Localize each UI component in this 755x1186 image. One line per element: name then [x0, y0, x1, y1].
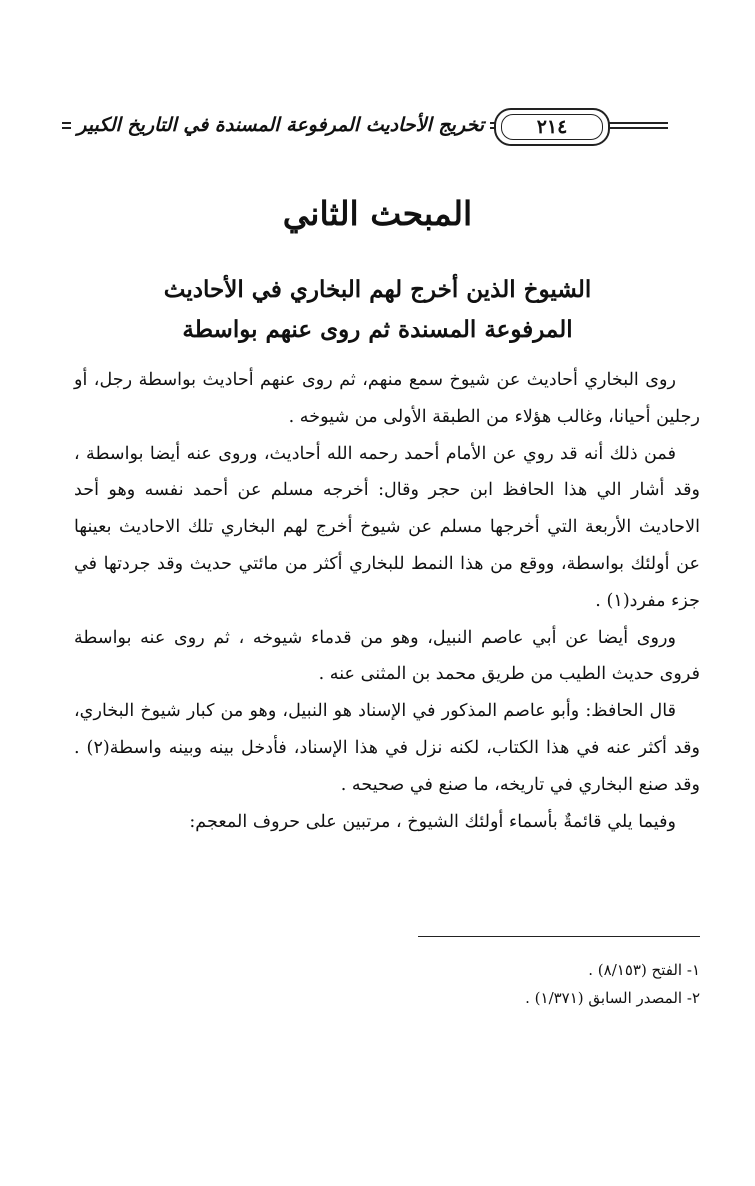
- paragraph: فمن ذلك أنه قد روي عن الأمام أحمد رحمه الله أحاديث، وروى عنه أيضا بواسطة ، وقد أشار الي هذا الحافظ ابن حجر وقال: أخرجه مسلم عن أحمد نفسه وهو أحد الاحاديث الأربعة التي أخرجها مسلم عن شيوخ أخرج لهم البخاري تلك الاحاديث بعينها عن أولئك بواسطة، ووقع من هذا النمط للبخاري أكثر من مائتي حديث وقد جردتها في جزء مفرد(١) .: [74, 443, 700, 611]
- chapter-subtitle: [60, 270, 695, 350]
- paragraph: وروى أيضا عن أبي عاصم النبيل، وهو من قدماء شيوخه ، ثم روى عنه بواسطة فروى حديث الطيب من طريق محمد بن المثنى عنه .: [74, 627, 700, 685]
- paragraph: وفيما يلي قائمةٌ بأسماء أولئك الشيوخ ، مرتبين على حروف المعجم:: [189, 811, 676, 832]
- subtitle-line-1: الشيوخ الذين أخرج لهم البخاري في الأحاديث: [163, 276, 592, 303]
- body-text: [74, 362, 700, 840]
- subtitle-line-2: المرفوعة المسندة ثم روى عنهم بواسطة: [182, 316, 573, 343]
- page-number-badge: [494, 108, 610, 146]
- paragraph: قال الحافظ: وأبو عاصم المذكور في الإسناد هو النبيل، وهو من كبار شيوخ البخاري، وقد أكثر عنه في هذا الكتاب، لكنه نزل في هذا الإسناد، فأدخل بينه وبينه واسطة(٢) . وقد صنع البخاري في تاريخه، ما صنع في صحيحه .: [74, 701, 700, 795]
- chapter-title: المبحث الثاني: [282, 194, 473, 233]
- running-header: [62, 108, 668, 144]
- footnote: ٢- المصدر السابق (١/٣٧١) .: [525, 989, 700, 1007]
- footnotes: [400, 956, 700, 1012]
- paragraph: روى البخاري أحاديث عن شيوخ سمع منهم، ثم روى عنهم أحاديث بواسطة رجل، أو رجلين أحيانا، وغالب هؤلاء من الطبقة الأولى من شيوخه .: [74, 370, 700, 427]
- footnote-divider: [418, 936, 700, 937]
- running-title: تخريج الأحاديث المرفوعة المسندة في التاريخ الكبير: [71, 114, 490, 136]
- footnote: ١- الفتح (٨/١٥٣) .: [588, 961, 700, 979]
- page-number: ٢١٤: [501, 114, 603, 140]
